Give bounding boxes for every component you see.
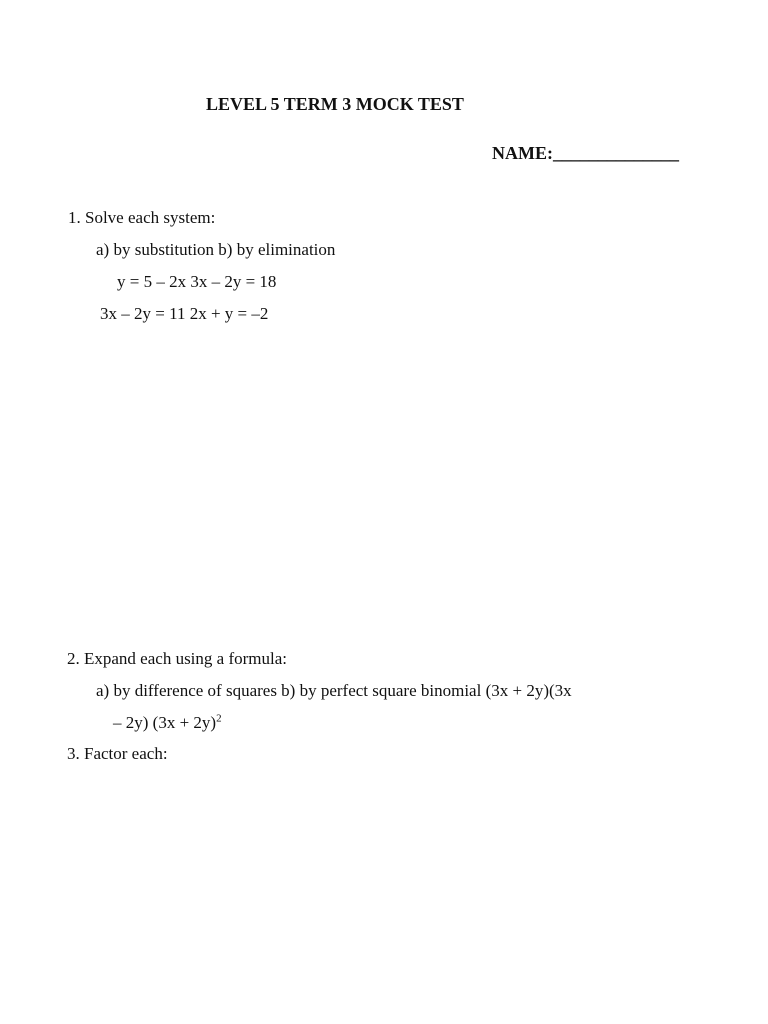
question-3-prompt: 3. Factor each: [67,744,168,763]
exponent: 2 [216,712,222,725]
question-2-line-1: a) by difference of squares b) by perfect square binomial (3x + 2y)(3x [96,681,572,700]
question-1-prompt: 1. Solve each system: [68,208,216,227]
page-title: LEVEL 5 TERM 3 MOCK TEST [206,94,464,114]
question-2-line-2 [113,713,222,733]
question-2-prompt: 2. Expand each using a formula: [67,649,287,668]
question-2-expression: – 2y) (3x + 2y) [113,713,217,732]
question-1-equations-line-1: y = 5 – 2x 3x – 2y = 18 [117,272,277,291]
question-1-equations-line-2: 3x – 2y = 11 2x + y = –2 [100,304,269,323]
question-1-methods: a) by substitution b) by elimination [96,240,336,259]
name-field-label: NAME:______________ [492,143,679,163]
